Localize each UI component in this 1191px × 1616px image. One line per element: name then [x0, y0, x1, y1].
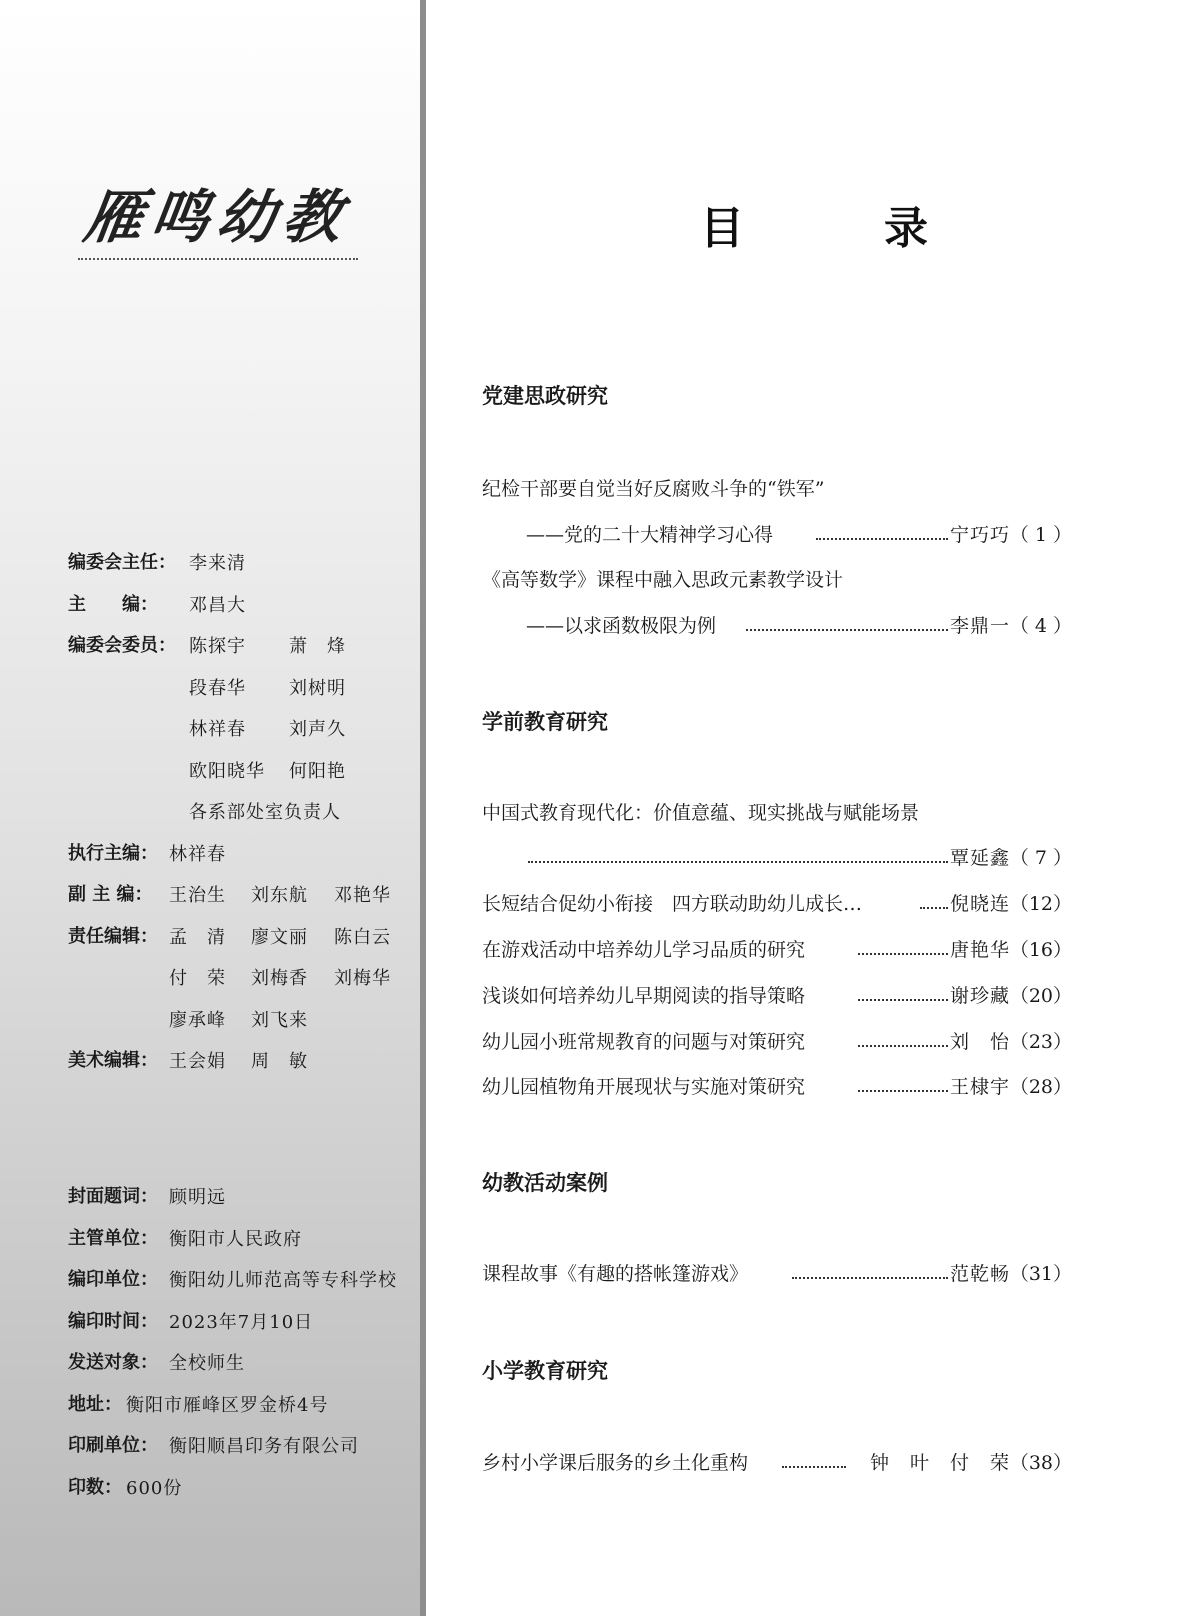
member-name: 段春华 — [189, 677, 246, 699]
toc-entry-line[interactable] — [482, 1027, 1072, 1059]
entry-author: 钟 叶 付 荣 — [869, 1452, 1010, 1474]
pub-label: 封面题词： — [68, 1186, 158, 1207]
leader-dots — [528, 861, 948, 863]
entry-page: （16） — [1009, 939, 1072, 961]
entry-title: 课程故事《有趣的搭帐篷游戏》 — [482, 1263, 749, 1285]
pub-value: 全校师生 — [169, 1353, 245, 1374]
toc-title: 目 录 — [700, 203, 976, 254]
entry-page: （20） — [1009, 985, 1072, 1007]
section-heading: 党建思政研究 — [482, 384, 608, 408]
leader-dots — [858, 1045, 948, 1047]
leader-dots — [858, 999, 948, 1001]
pub-value: 衡阳市雁峰区罗金桥4号 — [126, 1394, 329, 1416]
toc-entry-line[interactable] — [482, 843, 1072, 875]
entry-subtitle: ——以求函数极限为例 — [526, 615, 717, 637]
logo-dotted-rule — [78, 258, 358, 260]
toc-entry-line[interactable] — [482, 1072, 1072, 1104]
leader-dots — [746, 629, 948, 631]
entry-author: 唐艳华 — [949, 939, 1010, 961]
member-name: 陈探宇 — [189, 636, 246, 657]
entry-page: （ 4 ） — [1009, 615, 1072, 637]
entry-page: （28） — [1009, 1076, 1072, 1098]
leader-dots — [792, 1277, 948, 1279]
entry-title: 纪检干部要自觉当好反腐败斗争的“铁军” — [482, 478, 825, 500]
pub-label: 编印单位： — [68, 1269, 158, 1290]
toc-entry-line[interactable] — [482, 935, 1072, 967]
leader-dots — [920, 907, 948, 909]
member-name: 刘树明 — [289, 677, 346, 699]
section-heading: 幼教活动案例 — [482, 1171, 608, 1195]
entry-title: 长短结合促幼小衔接 四方联动助幼儿成长… — [482, 893, 863, 915]
entry-page: （ 1 ） — [1009, 524, 1072, 546]
section-heading: 学前教育研究 — [482, 710, 608, 734]
art-editor-name: 周 敏 — [251, 1051, 308, 1072]
pub-label: 主管单位： — [68, 1227, 158, 1249]
entry-author: 刘 怡 — [949, 1031, 1010, 1053]
art-editor-name: 王会娟 — [169, 1051, 226, 1072]
member-name: 刘声久 — [289, 719, 346, 740]
entry-author: 王棣宇 — [949, 1076, 1010, 1098]
pub-label: 印数： — [68, 1476, 122, 1498]
toc-entry-title[interactable] — [482, 565, 1072, 597]
toc-entry-line[interactable] — [482, 611, 1072, 643]
journal-logo: 雁鸣幼教 — [80, 183, 354, 251]
chief-editor-name: 邓昌大 — [189, 594, 246, 616]
resp-editor-name: 刘飞来 — [251, 1009, 308, 1031]
members-note: 各系部处室负责人 — [189, 802, 341, 823]
toc-entry-line[interactable] — [482, 520, 1072, 552]
resp-editor-name: 陈白云 — [334, 926, 391, 948]
vertical-divider — [420, 0, 426, 1616]
member-name: 林祥春 — [189, 719, 246, 740]
pub-label: 发送对象： — [68, 1352, 158, 1373]
pub-value: 衡阳市人民政府 — [169, 1228, 302, 1250]
deputy-editor-name: 邓艳华 — [334, 885, 391, 906]
member-name: 萧 烽 — [289, 636, 346, 657]
deputy-editor-label: 副 主 编： — [68, 884, 153, 905]
toc-entry-title[interactable] — [482, 474, 1072, 506]
entry-author: 覃延鑫 — [949, 847, 1010, 869]
deputy-editor-name: 刘东航 — [251, 885, 308, 906]
toc-entry-line[interactable] — [482, 1259, 1072, 1291]
resp-editor-name: 廖文丽 — [251, 926, 308, 948]
pub-value: 顾明远 — [169, 1187, 226, 1208]
resp-editor-label: 责任编辑： — [68, 925, 158, 947]
toc-entry-line[interactable] — [482, 1448, 1072, 1480]
entry-author: 谢珍藏 — [949, 985, 1010, 1007]
entry-title: 《高等数学》课程中融入思政元素教学设计 — [482, 569, 844, 591]
entry-title: 浅谈如何培养幼儿早期阅读的指导策略 — [482, 985, 806, 1007]
pub-label: 地址： — [68, 1393, 122, 1415]
pub-value: 衡阳幼儿师范高等专科学校 — [169, 1270, 397, 1291]
entry-page: （38） — [1009, 1452, 1072, 1474]
resp-editor-name: 刘梅香 — [251, 968, 308, 989]
entry-title: 中国式教育现代化：价值意蕴、现实挑战与赋能场景 — [482, 802, 920, 824]
editorial-director-name: 李来清 — [189, 553, 246, 574]
entry-title: 乡村小学课后服务的乡土化重构 — [482, 1452, 749, 1474]
pub-label: 印刷单位： — [68, 1435, 158, 1456]
entry-subtitle: ——党的二十大精神学习心得 — [526, 524, 774, 546]
member-name: 欧阳晓华 — [189, 760, 265, 782]
entry-page: （12） — [1009, 893, 1072, 915]
toc-entry-title[interactable] — [482, 798, 1072, 830]
art-editor-label: 美术编辑： — [68, 1050, 158, 1071]
leader-dots — [858, 953, 948, 955]
entry-author: 李鼎一 — [949, 615, 1010, 637]
resp-editor-name: 付 荣 — [169, 968, 226, 989]
entry-page: （23） — [1009, 1031, 1072, 1053]
entry-title: 幼儿园植物角开展现状与实施对策研究 — [482, 1076, 806, 1098]
entry-page: （31） — [1009, 1263, 1072, 1285]
pub-value: 600份 — [126, 1477, 183, 1499]
resp-editor-name: 孟 清 — [169, 926, 226, 948]
exec-editor-label: 执行主编： — [68, 842, 158, 864]
exec-editor-name: 林祥春 — [169, 843, 226, 865]
entry-title: 在游戏活动中培养幼儿学习品质的研究 — [482, 939, 806, 961]
entry-title: 幼儿园小班常规教育的问题与对策研究 — [482, 1031, 806, 1053]
leader-dots — [816, 538, 948, 540]
leader-dots — [782, 1466, 846, 1468]
entry-author: 宁巧巧 — [949, 524, 1010, 546]
resp-editor-name: 廖承峰 — [169, 1009, 226, 1031]
entry-author: 倪晓连 — [949, 893, 1010, 915]
resp-editor-name: 刘梅华 — [334, 968, 391, 989]
leader-dots — [858, 1090, 948, 1092]
toc-entry-line[interactable] — [482, 889, 1072, 921]
chief-editor-label: 主 编： — [68, 593, 158, 615]
entry-page: （ 7 ） — [1009, 847, 1072, 869]
deputy-editor-name: 王治生 — [169, 885, 226, 906]
member-name: 何阳艳 — [289, 760, 346, 782]
pub-label: 编印时间： — [68, 1310, 158, 1332]
entry-author: 范乾畅 — [949, 1263, 1010, 1285]
toc-entry-line[interactable] — [482, 981, 1072, 1013]
editorial-director-label: 编委会主任： — [68, 552, 176, 573]
pub-value: 2023年7月10日 — [169, 1311, 314, 1333]
pub-value: 衡阳顺昌印务有限公司 — [169, 1436, 359, 1457]
section-heading: 小学教育研究 — [482, 1359, 608, 1383]
members-label: 编委会委员： — [68, 635, 176, 656]
